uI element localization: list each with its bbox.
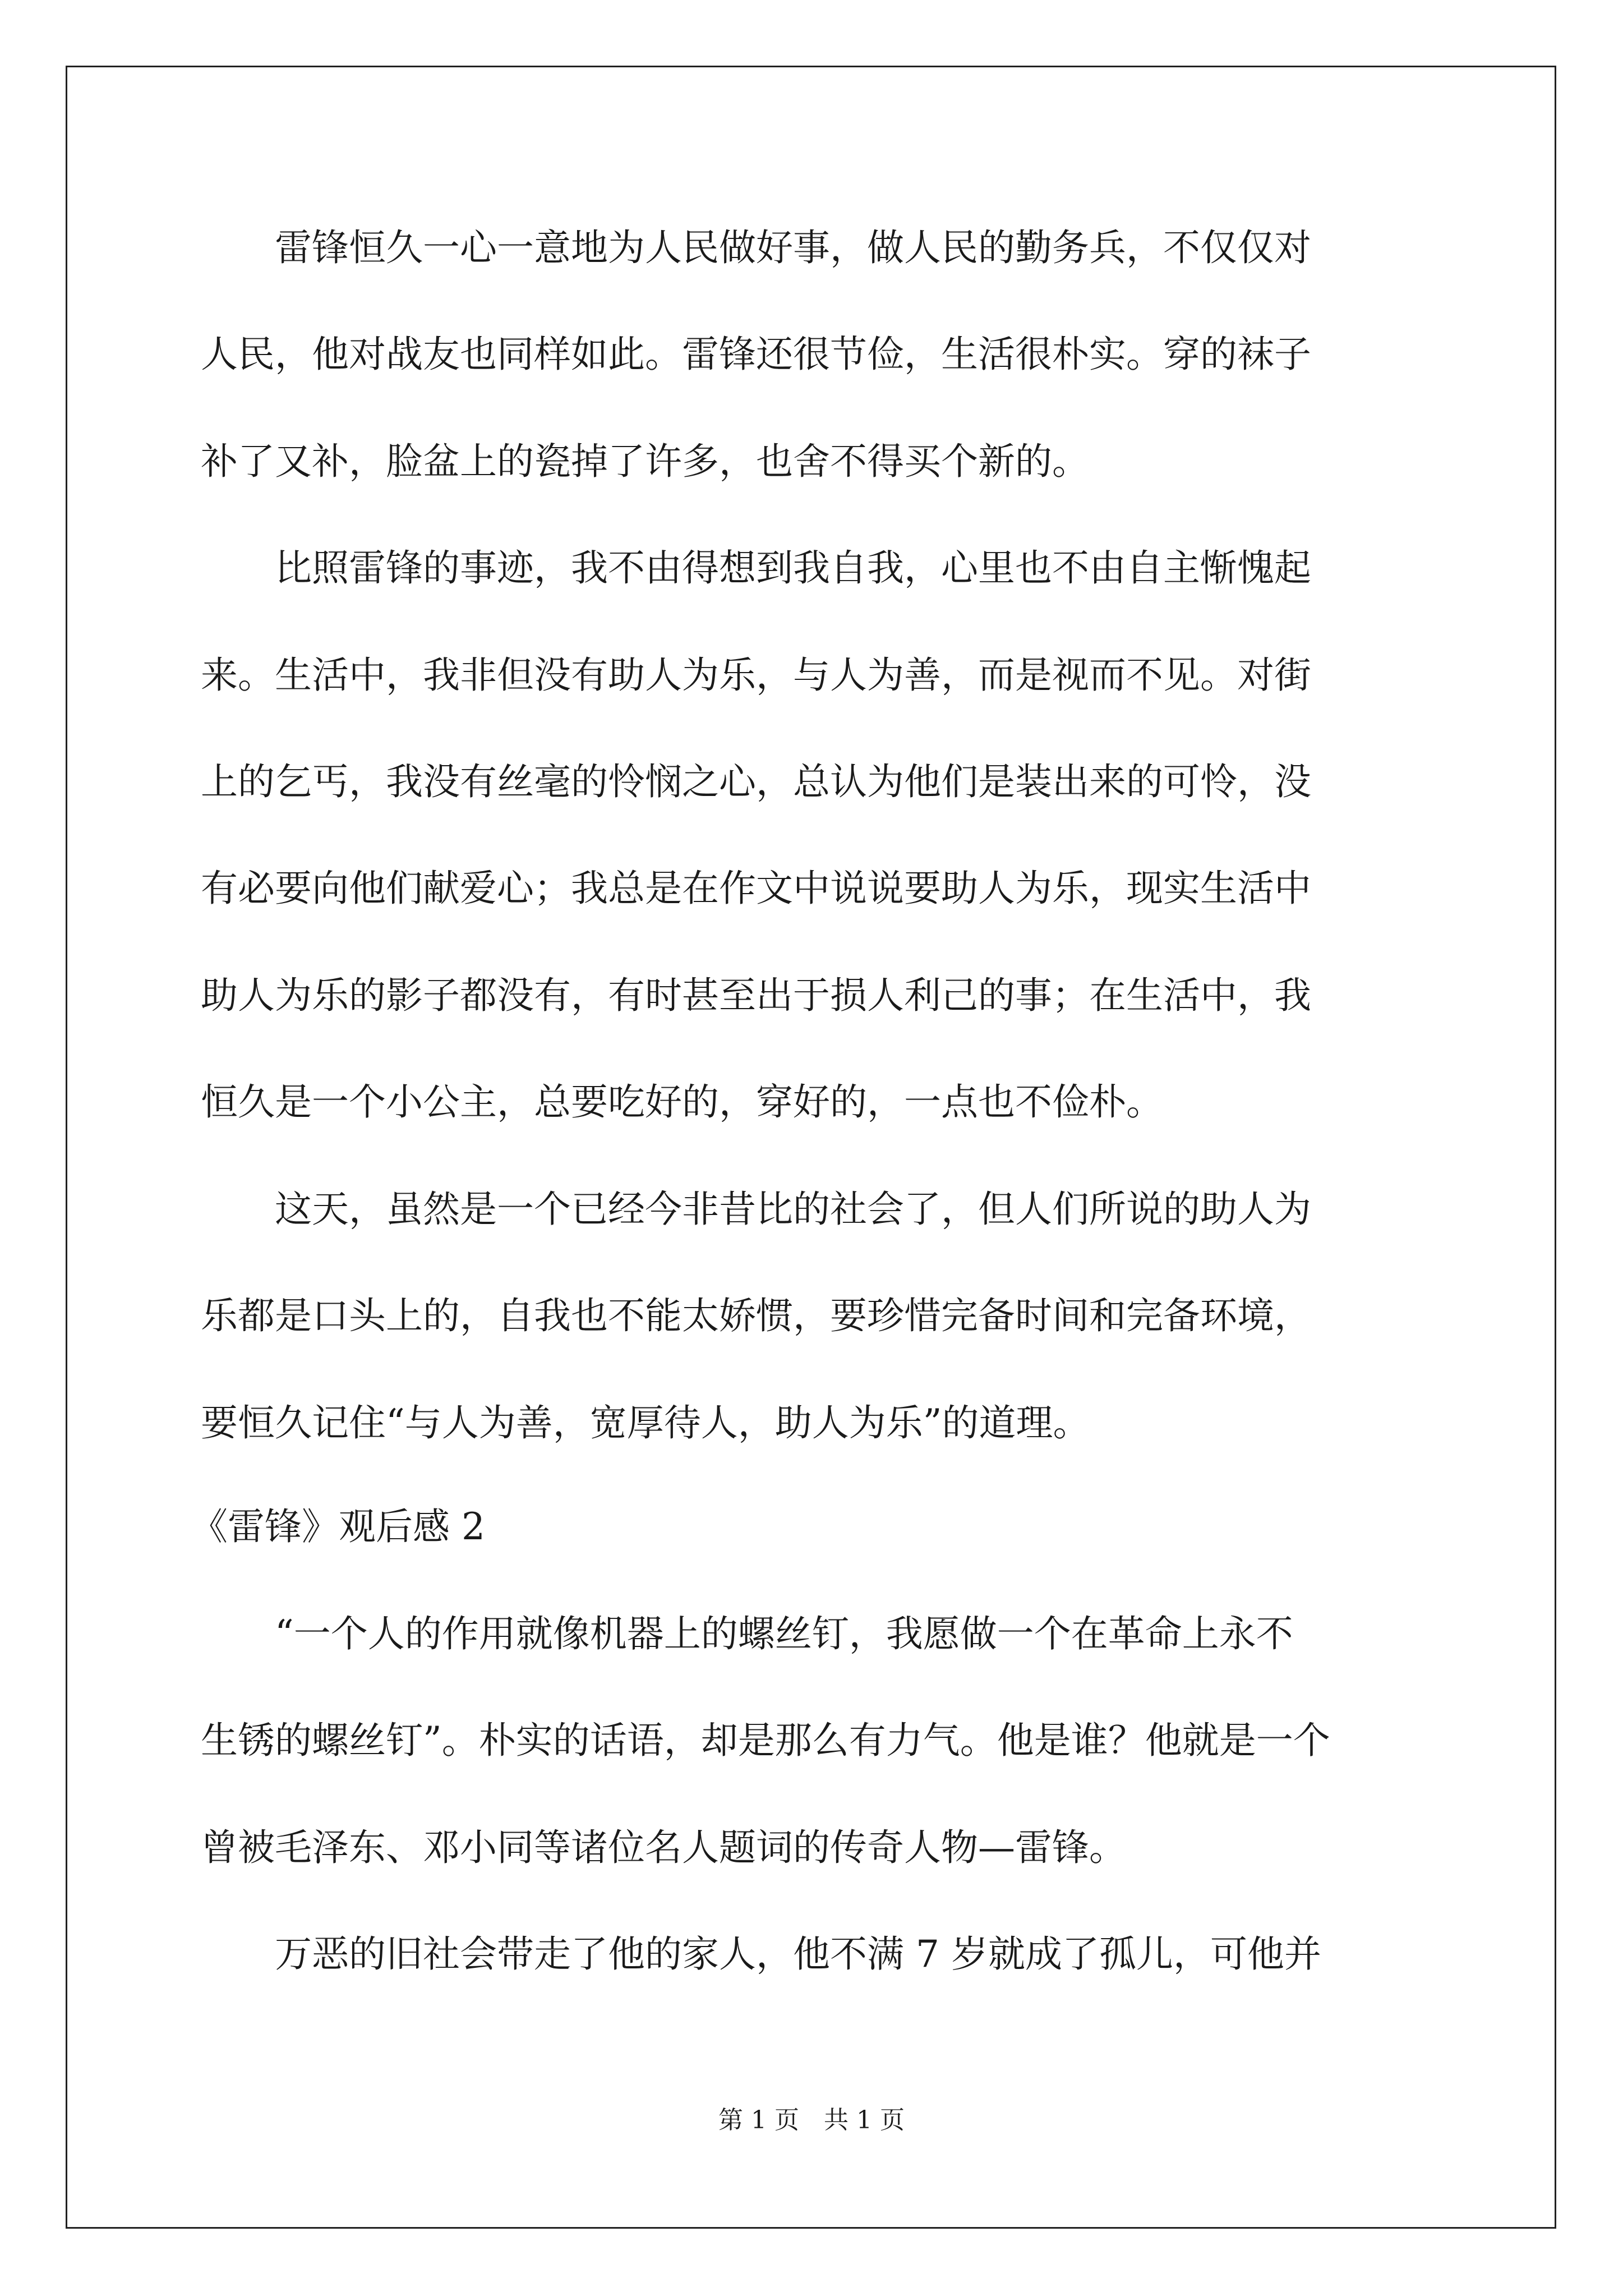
text-line: 曾被毛泽东、邓小同等诸位名人题词的传奇人物—雷锋。 bbox=[201, 1826, 1126, 1869]
text-line: 上的乞丐，我没有丝毫的怜悯之心，总认为他们是装出来的可怜，没 bbox=[201, 760, 1311, 803]
text-line: 这天，虽然是一个已经今非昔比的社会了，但人们所说的助人为 bbox=[201, 1188, 1311, 1231]
text-line: 比照雷锋的事迹，我不由得想到我自我，心里也不由自主惭愧起 bbox=[201, 546, 1311, 590]
text-line: 生锈的螺丝钉”。朴实的话语，却是那么有力气。他是谁？他就是一个 bbox=[201, 1719, 1330, 1762]
text-line: 有必要向他们献爱心；我总是在作文中说说要助人为乐，现实生活中 bbox=[201, 867, 1311, 910]
text-line: “一个人的作用就像机器上的螺丝钉，我愿做一个在革命上永不 bbox=[201, 1612, 1293, 1655]
section-heading: 《雷锋》观后感 2 bbox=[191, 1505, 485, 1548]
text-line: 补了又补，脸盆上的瓷掉了许多，也舍不得买个新的。 bbox=[201, 440, 1089, 483]
text-line: 助人为乐的影子都没有，有时甚至出于损人利己的事；在生活中，我 bbox=[201, 974, 1311, 1017]
text-line: 万恶的旧社会带走了他的家人，他不满 7 岁就成了孤儿，可他并 bbox=[201, 1932, 1321, 1976]
text-line: 恒久是一个小公主，总要吃好的，穿好的，一点也不俭朴。 bbox=[201, 1080, 1163, 1124]
page-border bbox=[66, 66, 1556, 2229]
text-line: 雷锋恒久一心一意地为人民做好事，做人民的勤务兵，不仅仅对 bbox=[201, 226, 1311, 269]
text-line: 要恒久记住“与人为善，宽厚待人，助人为乐”的道理。 bbox=[201, 1401, 1090, 1444]
text-line: 来。生活中，我非但没有助人为乐，与人为善，而是视而不见。对街 bbox=[201, 654, 1311, 697]
text-line: 乐都是口头上的，自我也不能太娇惯，要珍惜完备时间和完备环境， bbox=[201, 1294, 1311, 1337]
text-line: 人民，他对战友也同样如此。雷锋还很节俭，生活很朴实。穿的袜子 bbox=[201, 333, 1311, 376]
page-footer: 第 1 页 共 1 页 bbox=[718, 2106, 905, 2134]
